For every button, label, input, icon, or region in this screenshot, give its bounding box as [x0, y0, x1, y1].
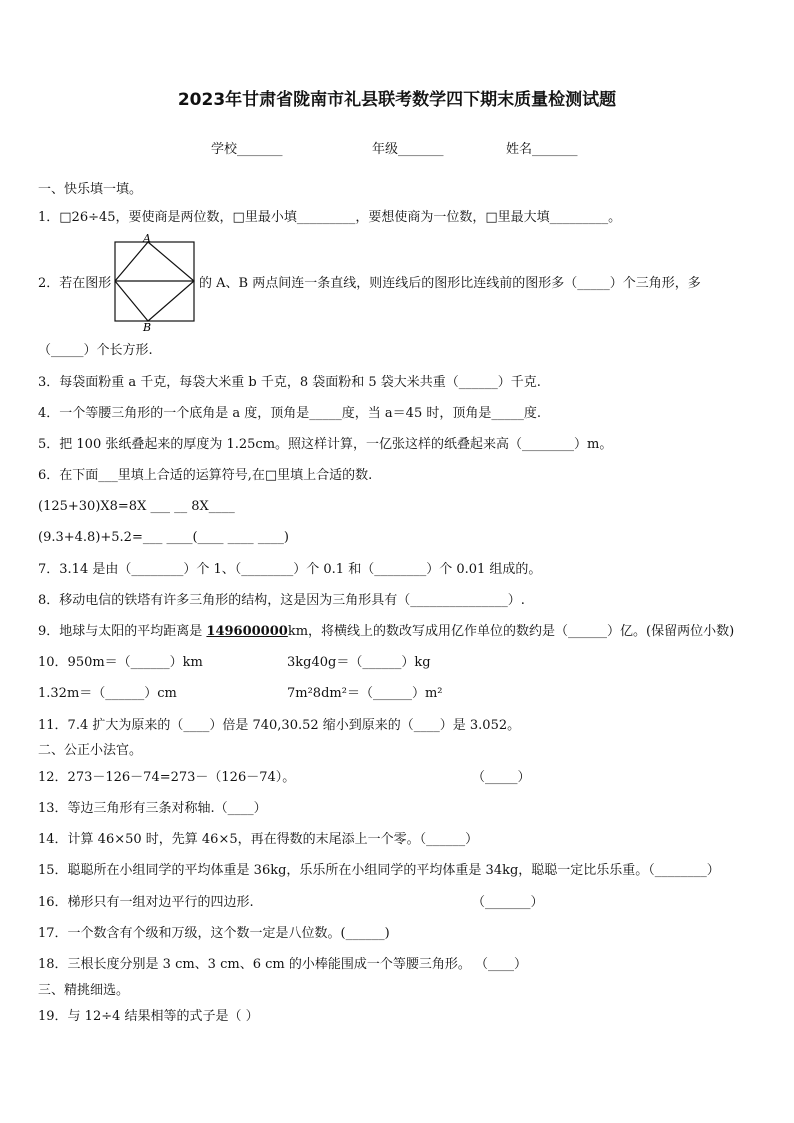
question-2-line2: （_____）个长方形.: [38, 343, 153, 358]
question-17: 17．一个数含有个级和万级，这个数一定是八位数。(______): [38, 926, 390, 941]
question-15: 15．聪聪所在小组同学的平均体重是 36kg，乐乐所在小组同学的平均体重是 34kg，聪聪一定比乐乐重。（________）: [38, 863, 720, 878]
question-18: 18．三根长度分别是 3 cm、3 cm、6 cm 的小棒能围成一个等腰三角形。 （____）: [38, 957, 527, 972]
point-a-label: A: [143, 234, 151, 245]
question-9: [38, 624, 734, 640]
question-6: 6．在下面___里填上合适的运算符号,在□里填上合适的数.: [38, 468, 373, 483]
grade-field: 年级_______: [372, 142, 444, 157]
question-6b: (9.3+4.8)+5.2=___ ____(____ ____ ____): [38, 530, 289, 545]
question-16-blank: （_______）: [472, 895, 544, 910]
question-3: 3．每袋面粉重 a 千克，每袋大米重 b 千克，8 袋面粉和 5 袋大米共重（______）千克.: [38, 375, 541, 390]
question-12-blank: （_____）: [472, 770, 531, 785]
question-11: 11．7.4 扩大为原来的（____）倍是 740,30.52 缩小到原来的（____）是 3.052。: [38, 718, 521, 733]
question-8: 8．移动电信的铁塔有许多三角形的结构，这是因为三角形具有（_______________）.: [38, 593, 525, 608]
question-10a: 10．950m＝（______）km: [38, 655, 203, 670]
question-6a: (125+30)X8=8X ___ __ 8X____: [38, 499, 235, 514]
question-9-after: km，将横线上的数改写成用亿作单位的数约是（______）亿。(保留两位小数): [287, 624, 735, 639]
question-16: 16．梯形只有一组对边平行的四边形.: [38, 895, 254, 910]
question-4: 4．一个等腰三角形的一个底角是 a 度，顶角是_____度，当 a＝45 时，顶角是_____度.: [38, 406, 541, 421]
question-2-body: 的 A、B 两点间连一条直线，则连线后的图形比连线前的图形多（_____）个三角形，多: [199, 276, 701, 291]
question-10c: 1.32m＝（______）cm: [38, 686, 177, 701]
section-2-heading: 二、公正小法官。: [38, 743, 143, 758]
question-9-number: 149600000: [206, 624, 288, 639]
name-field: 姓名_______: [506, 142, 578, 157]
rectangle-figure: [112, 234, 198, 332]
question-9-before: 9．地球与太阳的平均距离是: [38, 624, 207, 639]
question-12: 12．273－126－74=273－（126－74）。: [38, 770, 296, 785]
question-19: 19．与 12÷4 结果相等的式子是（ ）: [38, 1009, 259, 1024]
point-b-label: B: [143, 321, 152, 332]
question-14: 14．计算 46×50 时，先算 46×5，再在得数的末尾添上一个零。（______）: [38, 832, 479, 847]
question-13: 13．等边三角形有三条对称轴.（____）: [38, 801, 267, 816]
section-3-heading: 三、精挑细选。: [38, 983, 130, 998]
school-field: 学校_______: [211, 142, 283, 157]
question-2-lead: 2．若在图形: [38, 276, 112, 291]
question-7: 7．3.14 是由（________）个 1、（________）个 0.1 和（________）个 0.01 组成的。: [38, 562, 542, 577]
section-1-heading: 一、快乐填一填。: [38, 182, 143, 197]
question-10b: 3kg40g＝（______）kg: [287, 655, 431, 670]
question-1: 1．□26÷45，要使商是两位数，□里最小填_________，要想使商为一位数，□里最大填_________。: [38, 210, 622, 225]
page-title: 2023年甘肃省陇南市礼县联考数学四下期末质量检测试题: [177, 90, 617, 110]
question-10d: 7m²8dm²＝（______）m²: [287, 686, 443, 701]
question-5: 5．把 100 张纸叠起来的厚度为 1.25cm。照这样计算，一亿张这样的纸叠起来高（________）m。: [38, 437, 613, 452]
